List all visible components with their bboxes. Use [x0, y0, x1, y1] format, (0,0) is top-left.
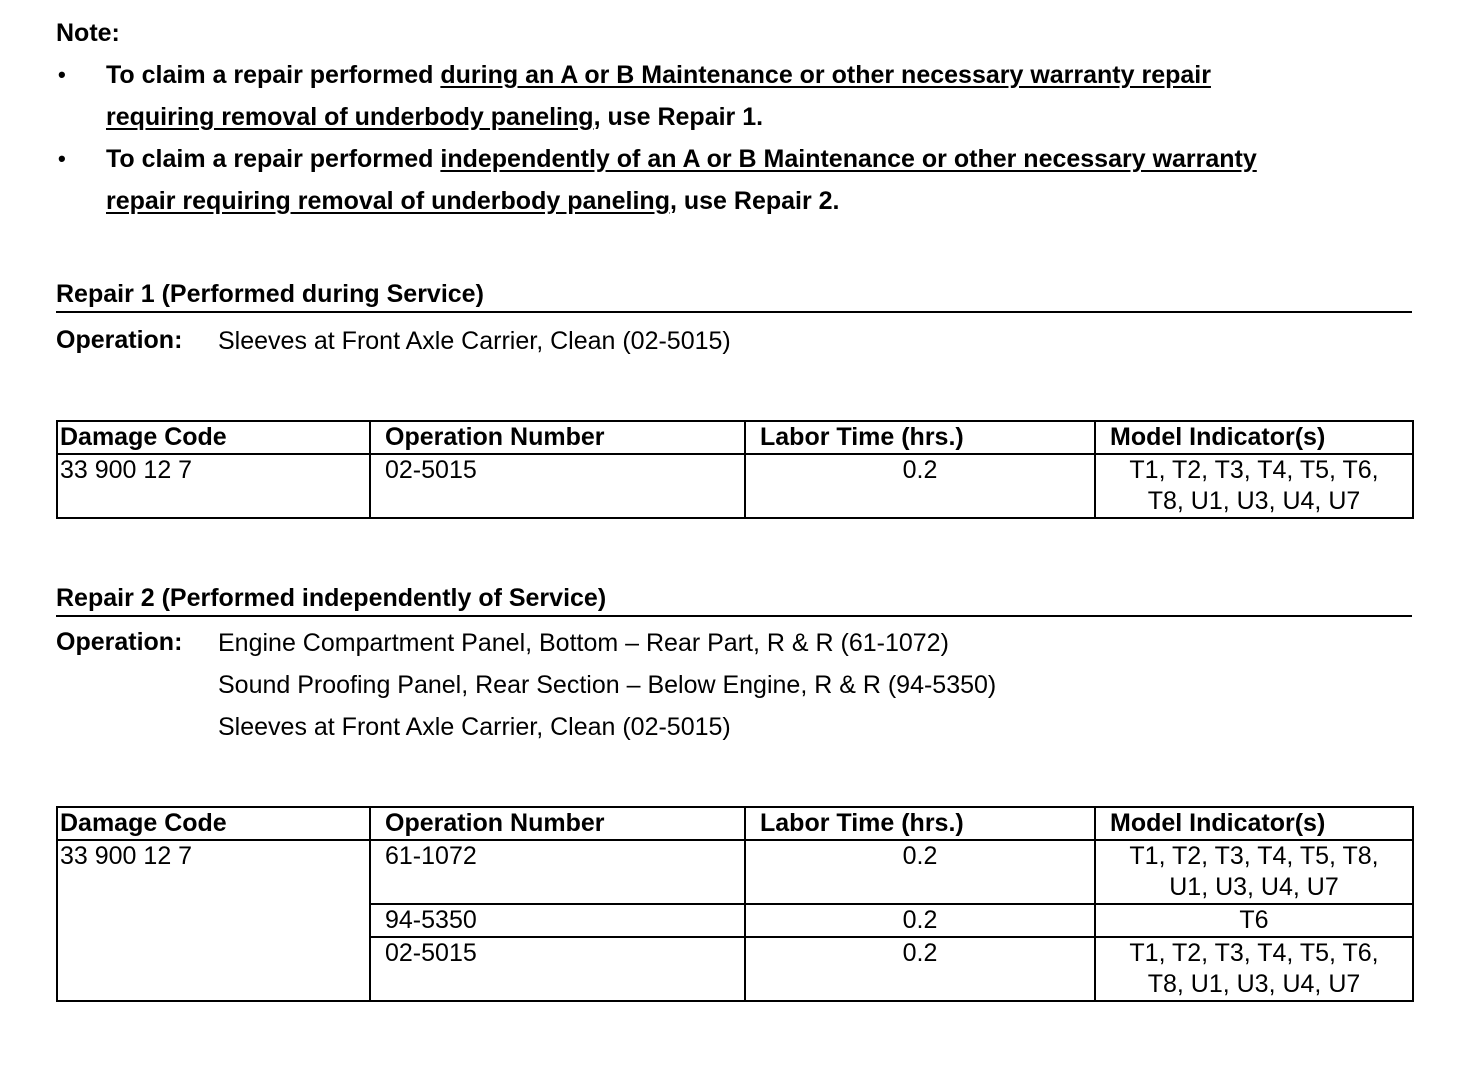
- operation-number-cell: 61-1072: [370, 840, 745, 904]
- table-header-row: [57, 421, 1413, 454]
- bullet-prefix: To claim a repair performed: [106, 61, 441, 89]
- model-indicators-cell: [1095, 454, 1413, 518]
- damage-code-cell: 33 900 12 7: [57, 840, 370, 1001]
- operation-line: Engine Compartment Panel, Bottom – Rear Part, R & R (61-1072): [218, 629, 949, 657]
- header-model-indicators: Model Indicator(s): [1095, 421, 1413, 454]
- repair2-table: [56, 806, 1414, 1002]
- bullet-suffix: , use Repair 2.: [669, 187, 840, 215]
- header-operation-number: Operation Number: [370, 807, 745, 840]
- bullet-icon: •: [58, 62, 66, 87]
- model-line: T8, U1, U3, U4, U7: [1147, 487, 1361, 515]
- operation-label: Operation:: [56, 326, 183, 354]
- header-labor-time: Labor Time (hrs.): [745, 421, 1095, 454]
- repair1-table: [56, 420, 1414, 519]
- operation-line: Sleeves at Front Axle Carrier, Clean (02-5015): [218, 713, 731, 741]
- bullet-underlined: during an A or B Maintenance or other necessary warranty repair requiring removal of underbody paneling: [106, 61, 1211, 131]
- operation-label: Operation:: [56, 628, 183, 656]
- table-row: [57, 454, 1413, 518]
- damage-code-cell: 33 900 12 7: [57, 454, 370, 518]
- header-damage-code: Damage Code: [57, 421, 370, 454]
- operation-number-cell: 02-5015: [370, 454, 745, 518]
- bullet-suffix: , use Repair 1.: [593, 103, 764, 131]
- operation-number-cell: 94-5350: [370, 904, 745, 937]
- model-indicators-cell: [1095, 937, 1413, 1001]
- operation-line: Sound Proofing Panel, Rear Section – Below Engine, R & R (94-5350): [218, 671, 997, 699]
- labor-time-cell: 0.2: [745, 454, 1095, 518]
- repair1-title: Repair 1 (Performed during Service): [56, 280, 1412, 313]
- table-row: [57, 840, 1413, 904]
- operation-line: Sleeves at Front Axle Carrier, Clean (02-5015): [218, 327, 731, 355]
- model-line: T8, U1, U3, U4, U7: [1147, 970, 1361, 998]
- model-indicators-cell: [1095, 904, 1413, 937]
- repair2-title: Repair 2 (Performed independently of Service): [56, 584, 1412, 617]
- header-operation-number: Operation Number: [370, 421, 745, 454]
- header-labor-time: Labor Time (hrs.): [745, 807, 1095, 840]
- labor-time-cell: 0.2: [745, 904, 1095, 937]
- bullet-underlined: independently of an A or B Maintenance or other necessary warranty repair requiring removal of underbody paneling: [106, 145, 1257, 215]
- header-damage-code: Damage Code: [57, 807, 370, 840]
- model-line: T1, T2, T3, T4, T5, T8,: [1129, 842, 1379, 870]
- note-label: Note:: [56, 19, 120, 47]
- header-model-indicators: Model Indicator(s): [1095, 807, 1413, 840]
- model-line: U1, U3, U4, U7: [1169, 873, 1339, 901]
- model-line: T1, T2, T3, T4, T5, T6,: [1129, 456, 1379, 484]
- model-line: T6: [1239, 906, 1269, 934]
- labor-time-cell: 0.2: [745, 937, 1095, 1001]
- bullet-prefix: To claim a repair performed: [106, 145, 441, 173]
- model-indicators-cell: [1095, 840, 1413, 904]
- model-line: T1, T2, T3, T4, T5, T6,: [1129, 939, 1379, 967]
- labor-time-cell: 0.2: [745, 840, 1095, 904]
- operation-number-cell: 02-5015: [370, 937, 745, 1001]
- bullet-icon: •: [58, 146, 66, 171]
- table-header-row: [57, 807, 1413, 840]
